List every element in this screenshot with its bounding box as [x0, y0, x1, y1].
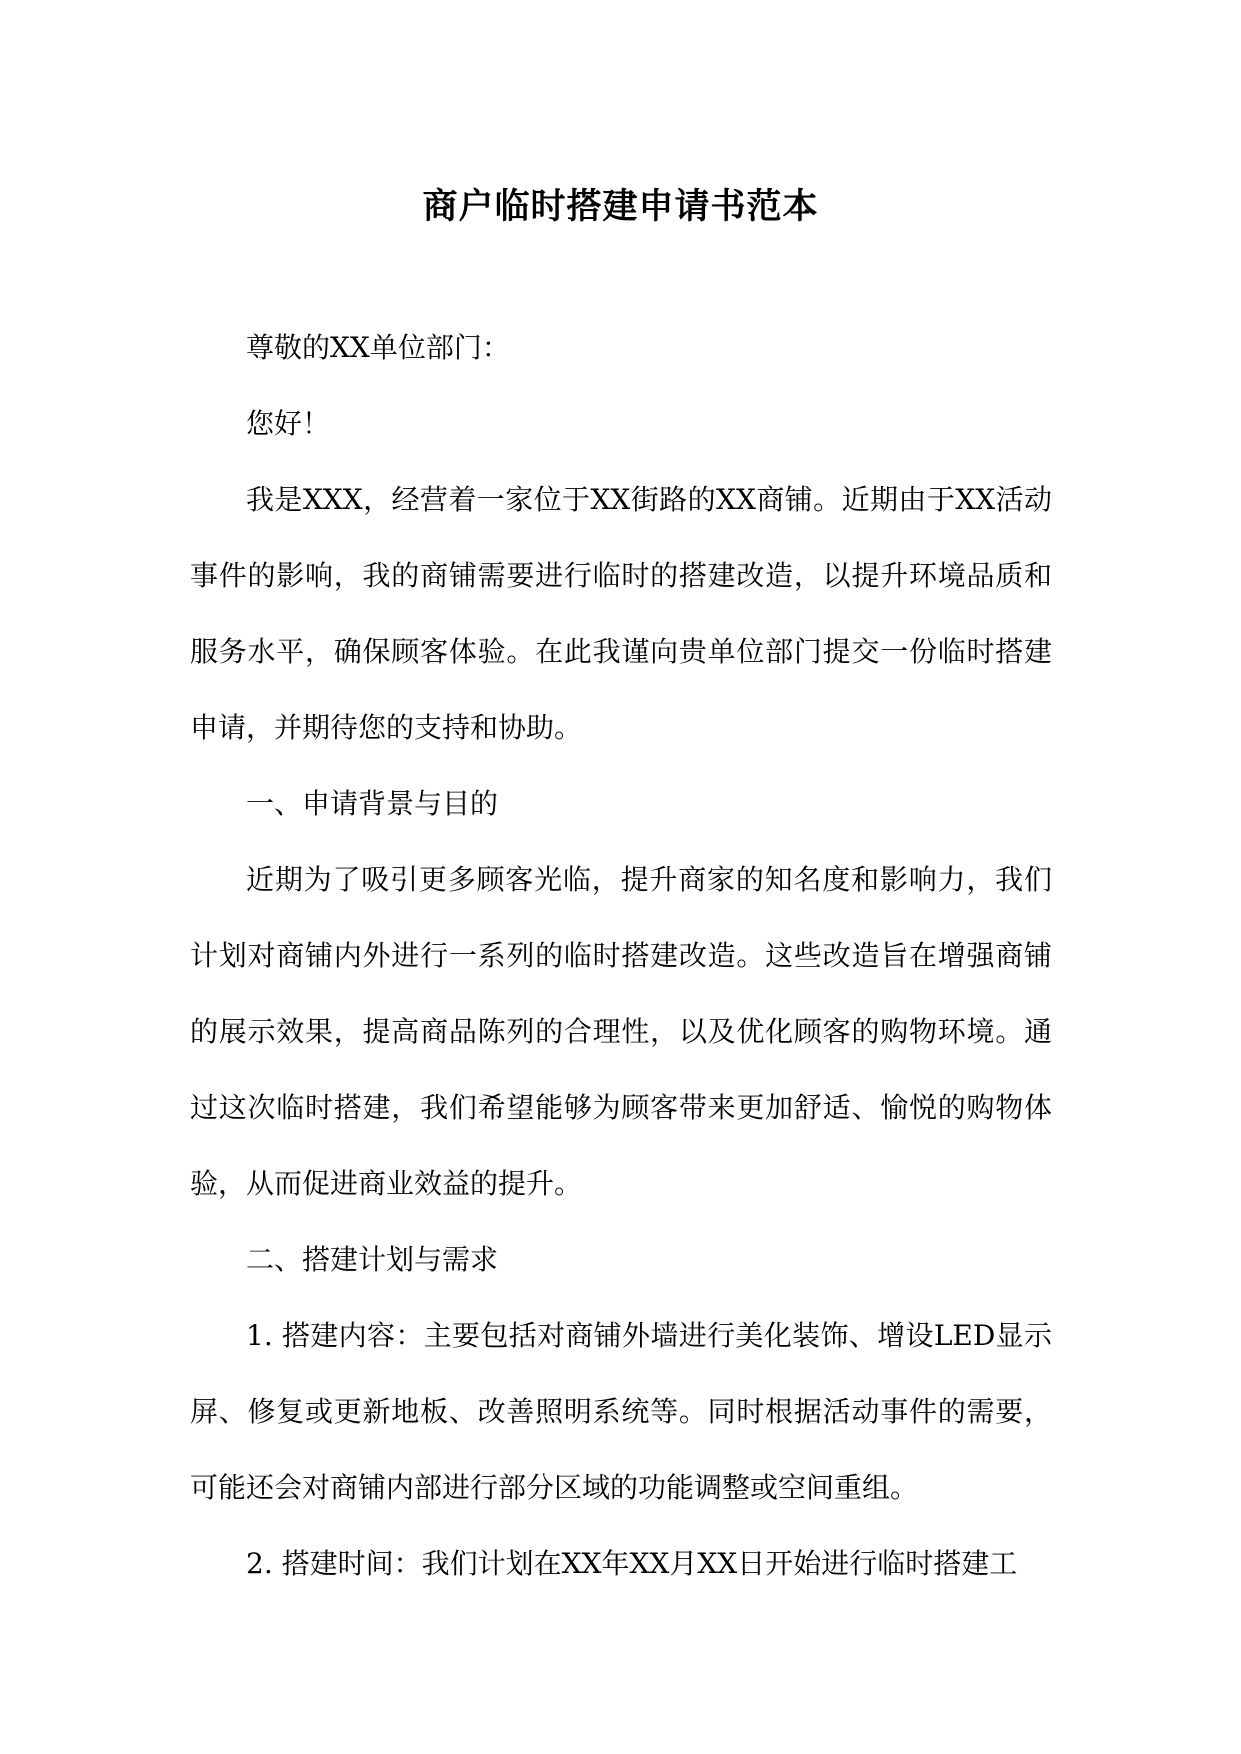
section-heading-background: 一、申请背景与目的: [246, 787, 499, 820]
intro-paragraph: 我是XXX，经营着一家位于XX街路的XX商铺。近期由于XX活动事件的影响，我的商铺需要进行临时的搭建改造，以提升环境品质和服务水平，确保顾客体验。在此我谨向贵单位部门提交一份临时搭建申请，并期待您的支持和协助。: [190, 483, 1052, 744]
section-heading-plan: 二、搭建计划与需求: [246, 1243, 499, 1276]
salutation: 尊敬的XX单位部门：: [246, 331, 510, 364]
greeting: 您好！: [246, 407, 331, 440]
background-paragraph: 近期为了吸引更多顾客光临，提升商家的知名度和影响力，我们计划对商铺内外进行一系列的临时搭建改造。这些改造旨在增强商铺的展示效果，提高商品陈列的合理性，以及优化顾客的购物环境。通过这次临时搭建，我们希望能够为顾客带来更加舒适、愉悦的购物体验，从而促进商业效益的提升。: [190, 863, 1052, 1200]
plan-item-content: 1. 搭建内容：主要包括对商铺外墙进行美化装饰、增设LED显示屏、修复或更新地板、改善照明系统等。同时根据活动事件的需要，可能还会对商铺内部进行部分区域的功能调整或空间重组。: [190, 1319, 1052, 1504]
document-title: 商户临时搭建申请书范本: [422, 187, 819, 227]
document-body: [190, 310, 1052, 1602]
plan-item-time: 2. 搭建时间：我们计划在XX年XX月XX日开始进行临时搭建工: [246, 1547, 1018, 1580]
